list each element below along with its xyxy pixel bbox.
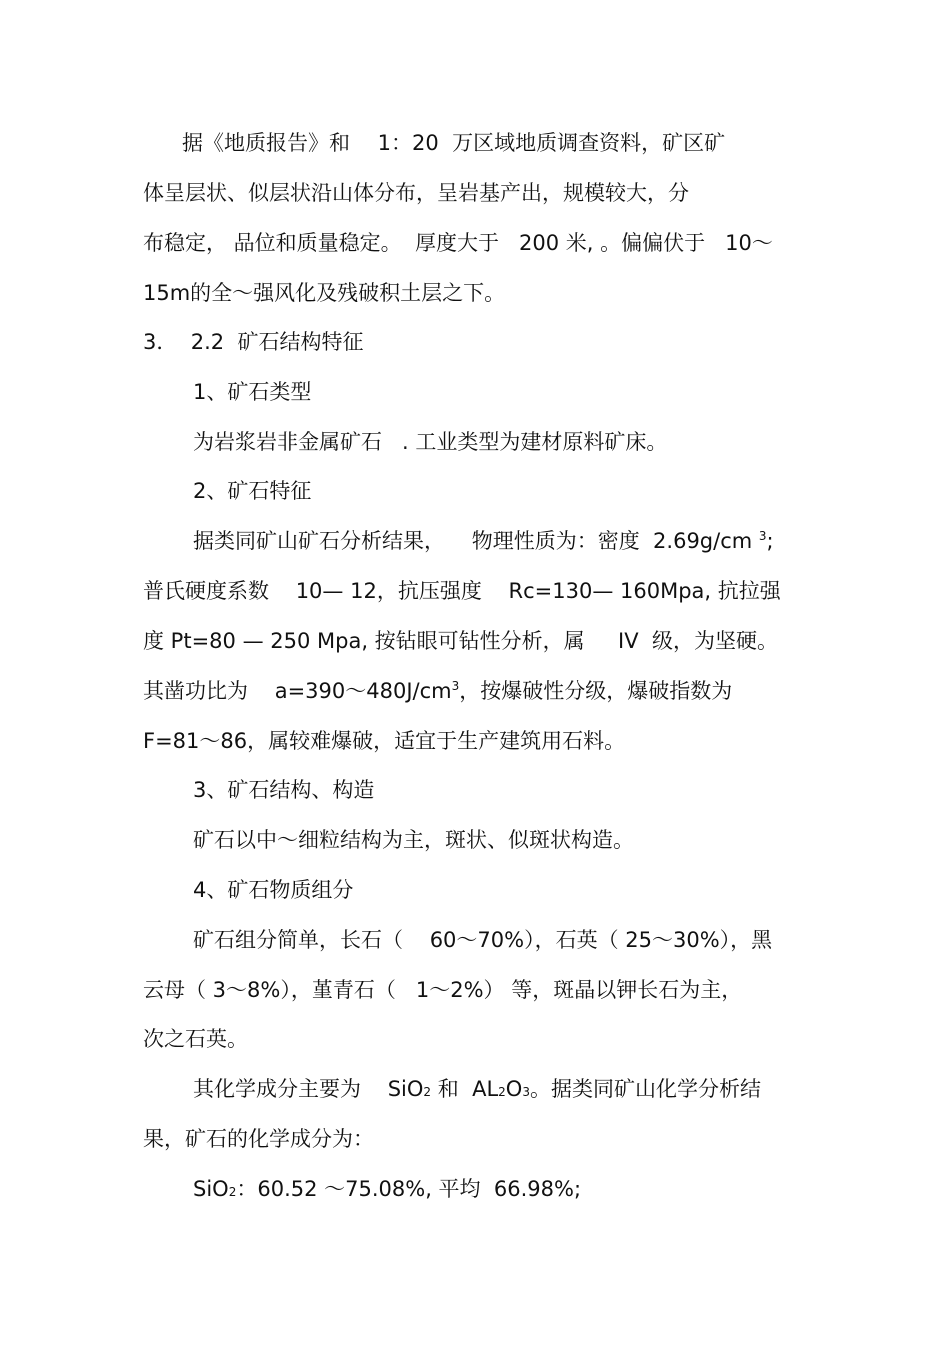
ore-type-heading: 1、矿石类型 [193,380,312,404]
ore-features-line-1: 据类同矿山矿石分析结果， 物理性质为：密度 2.69g/cm $^3$; [193,529,774,553]
paragraph-1-line-2: 体呈层状、似层状沿山体分布，呈岩基产出，规模较大，分 [143,181,689,205]
section-heading: 3． 2.2 矿石结构特征 [143,330,364,354]
chemistry-line-3: SiO2：60.52 ～75.08%, 平均 66.98%; [193,1177,582,1201]
chemistry-line-1: 其化学成分主要为 SiO2 和 AL2O3。据类同矿山化学分析结 [193,1077,761,1101]
ore-composition-line-1: 矿石组分简单，长石（ 60～70%），石英（ 25～30%），黑 [193,928,773,952]
ore-features-line-2: 普氏硬度系数 10— 12，抗压强度 Rc=130— 160Mpa, 抗拉强 [143,579,781,603]
ore-features-line-4: 其凿功比为 $a=390\sim 480J/cm^3$，按爆破性分级，爆破指数为 [143,679,733,703]
paragraph-1-line-1: 据《地质报告》和 1：20 万区域地质调查资料，矿区矿 [182,131,726,155]
ore-composition-line-2: 云母（ 3～8%），堇青石（ 1～2%） 等，斑晶以钾长石为主， [143,978,743,1002]
ore-composition-heading: 4、矿石物质组分 [193,878,354,902]
chemistry-line-2: 果，矿石的化学成分为： [143,1127,374,1151]
paragraph-1-line-4: 15m的全～强风化及残破积土层之下。 [143,281,506,305]
paragraph-1-line-3: 布稳定， 品位和质量稳定。 厚度大于 200 米, 。偏偏伏于 10～ [143,231,773,255]
ore-type-text: 为岩浆岩非金属矿石 . 工业类型为建材原料矿床。 [193,430,668,454]
ore-structure-text: 矿石以中～细粒结构为主，斑状、似斑状构造。 [193,828,634,852]
ore-features-line-5: F=81～86，属较难爆破，适宜于生产建筑用石料。 [143,729,626,753]
ore-features-heading: 2、矿石特征 [193,479,312,503]
ore-composition-line-3: 次之石英。 [143,1027,248,1051]
ore-features-line-3: 度 Pt=80 — 250 Mpa, 按钻眼可钻性分析，属 IV 级，为坚硬。 [143,629,778,653]
ore-structure-heading: 3、矿石结构、构造 [193,778,375,802]
